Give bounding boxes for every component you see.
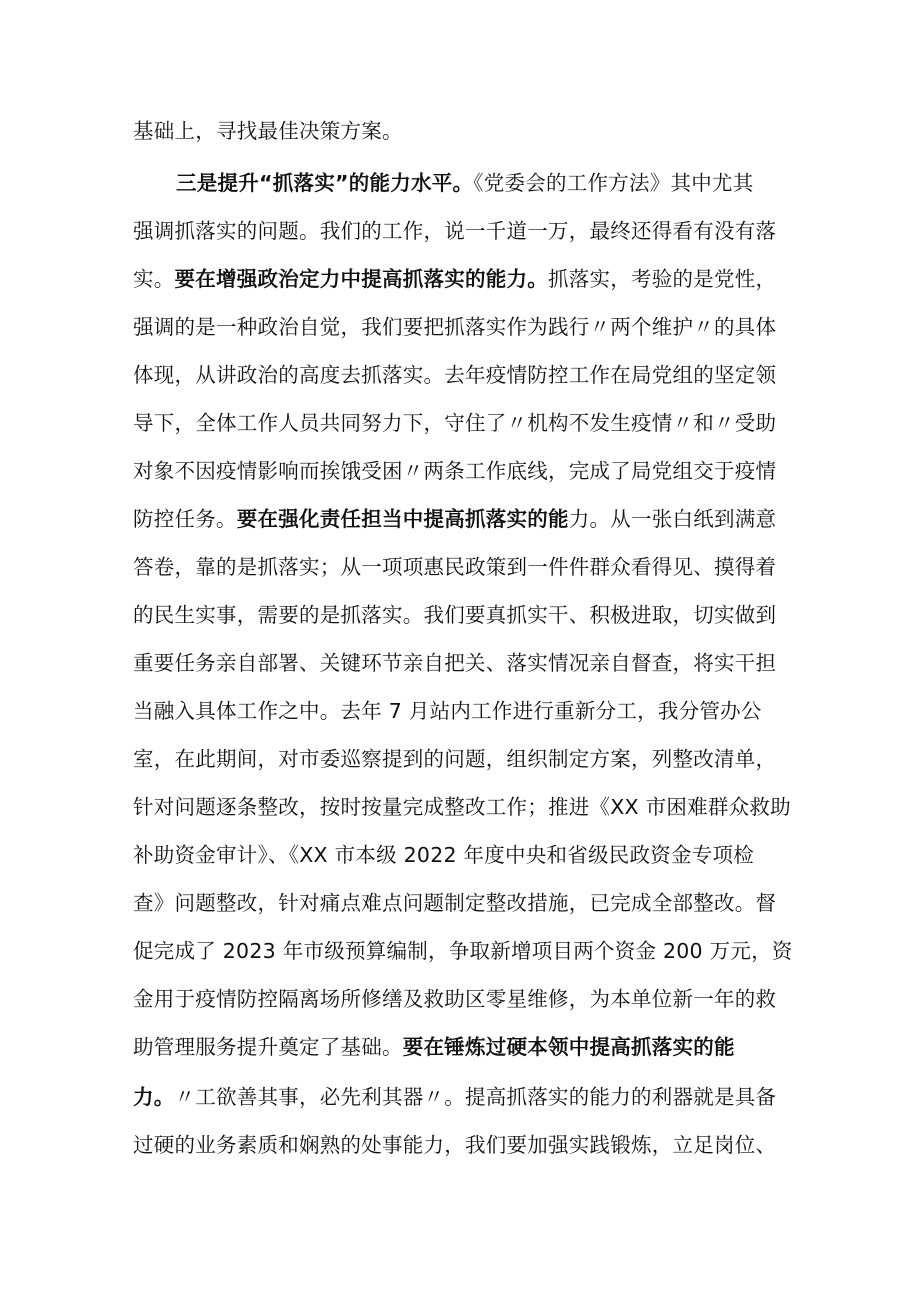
bold-heading: 三是提升“抓落实”的能力水平。 <box>176 171 474 195</box>
text-run: 〃工欲善其事，必先利其器〃。提高抓落实的能力的利器就是具备 <box>174 1085 777 1109</box>
text-run: 体现，从讲政治的高度去抓落实。去年疫情防控工作在局党组的坚定领 <box>133 363 777 387</box>
text-run: 强调抓落实的问题。我们的工作，说一千道一万，最终还得看有没有落 <box>133 219 777 243</box>
text-line-13 <box>133 696 762 726</box>
text-line-22 <box>133 1130 776 1160</box>
text-line-21 <box>133 1082 776 1112</box>
text-run: 促完成了 2023 年市级预算编制，争取新增项目两个资金 200 万元，资 <box>133 939 793 963</box>
text-line-2 <box>176 168 753 198</box>
bold-text: 力。 <box>133 1085 175 1109</box>
text-run: 查》问题整改，针对痛点难点问题制定整改措施，已完成全部整改。督 <box>133 891 777 915</box>
text-run: 强调的是一种政治自觉，我们要把抓落实作为践行〃两个维护〃的具体 <box>133 315 777 339</box>
text-run: 答卷，靠的是抓落实；从一项项惠民政策到一件件群众看得见、摸得着 <box>133 555 777 579</box>
text-run: 当融入具体工作之中。去年 7 月站内工作进行重新分工，我分管办公 <box>133 699 762 723</box>
text-run: 对象不因疫情影响而挨饿受困〃两条工作底线，完成了局党组交于疫情 <box>133 459 777 483</box>
text-line-1 <box>133 116 403 146</box>
text-run: 导下，全体工作人员共同努力下，守住了〃机构不发生疫情〃和〃受助 <box>133 411 777 435</box>
text-run: 防控任务。 <box>133 507 237 531</box>
text-line-16 <box>133 840 754 870</box>
text-line-5 <box>133 312 776 342</box>
text-line-15 <box>133 792 791 822</box>
text-line-10 <box>133 552 776 582</box>
text-run: 补助资金审计》、《XX 市本级 2022 年度中央和省级民政资金专项检 <box>133 843 755 867</box>
text-run: 抓落实，考验的是党性， <box>548 267 777 291</box>
text-line-11 <box>133 600 776 630</box>
text-line-7 <box>133 408 776 438</box>
text-line-18 <box>133 936 793 966</box>
text-line-12 <box>133 648 776 678</box>
text-line-3 <box>133 216 776 246</box>
text-line-17 <box>133 888 776 918</box>
text-run: 《党委会的工作方法》其中尤其 <box>473 171 754 195</box>
text-line-4 <box>133 264 776 294</box>
text-line-9 <box>133 504 776 534</box>
text-run: 室，在此期间，对市委巡察提到的问题，组织制定方案，列整改清单， <box>133 747 777 771</box>
text-line-19 <box>133 984 776 1014</box>
text-run: 针对问题逐条整改，按时按量完成整改工作；推进《XX 市困难群众救助 <box>133 795 791 819</box>
bold-text: 要在强化责任担当中提高抓落实的能 <box>236 507 569 531</box>
text-run: 实。 <box>133 267 175 291</box>
text-line-8 <box>133 456 776 486</box>
text-line-20 <box>133 1032 735 1062</box>
text-run: 重要任务亲自部署、关键环节亲自把关、落实情况亲自督查，将实干担 <box>133 651 777 675</box>
text-run: 的民生实事，需要的是抓落实。我们要真抓实干、积极进取，切实做到 <box>133 603 777 627</box>
text-run: 过硬的业务素质和娴熟的处事能力，我们要加强实践锻炼，立足岗位、 <box>133 1133 777 1157</box>
text-line-14 <box>133 744 776 774</box>
text-run: 助管理服务提升奠定了基础。 <box>133 1035 403 1059</box>
text-run: 力。从一张白纸到满意 <box>568 507 777 531</box>
text-run: 金用于疫情防控隔离场所修缮及救助区零星维修，为本单位新一年的救 <box>133 987 777 1011</box>
text-line-6 <box>133 360 776 390</box>
text-run: 基础上，寻找最佳决策方案。 <box>133 119 403 143</box>
bold-text: 要在增强政治定力中提高抓落实的能力。 <box>174 267 548 291</box>
bold-text: 要在锤炼过硬本领中提高抓落实的能 <box>402 1035 735 1059</box>
